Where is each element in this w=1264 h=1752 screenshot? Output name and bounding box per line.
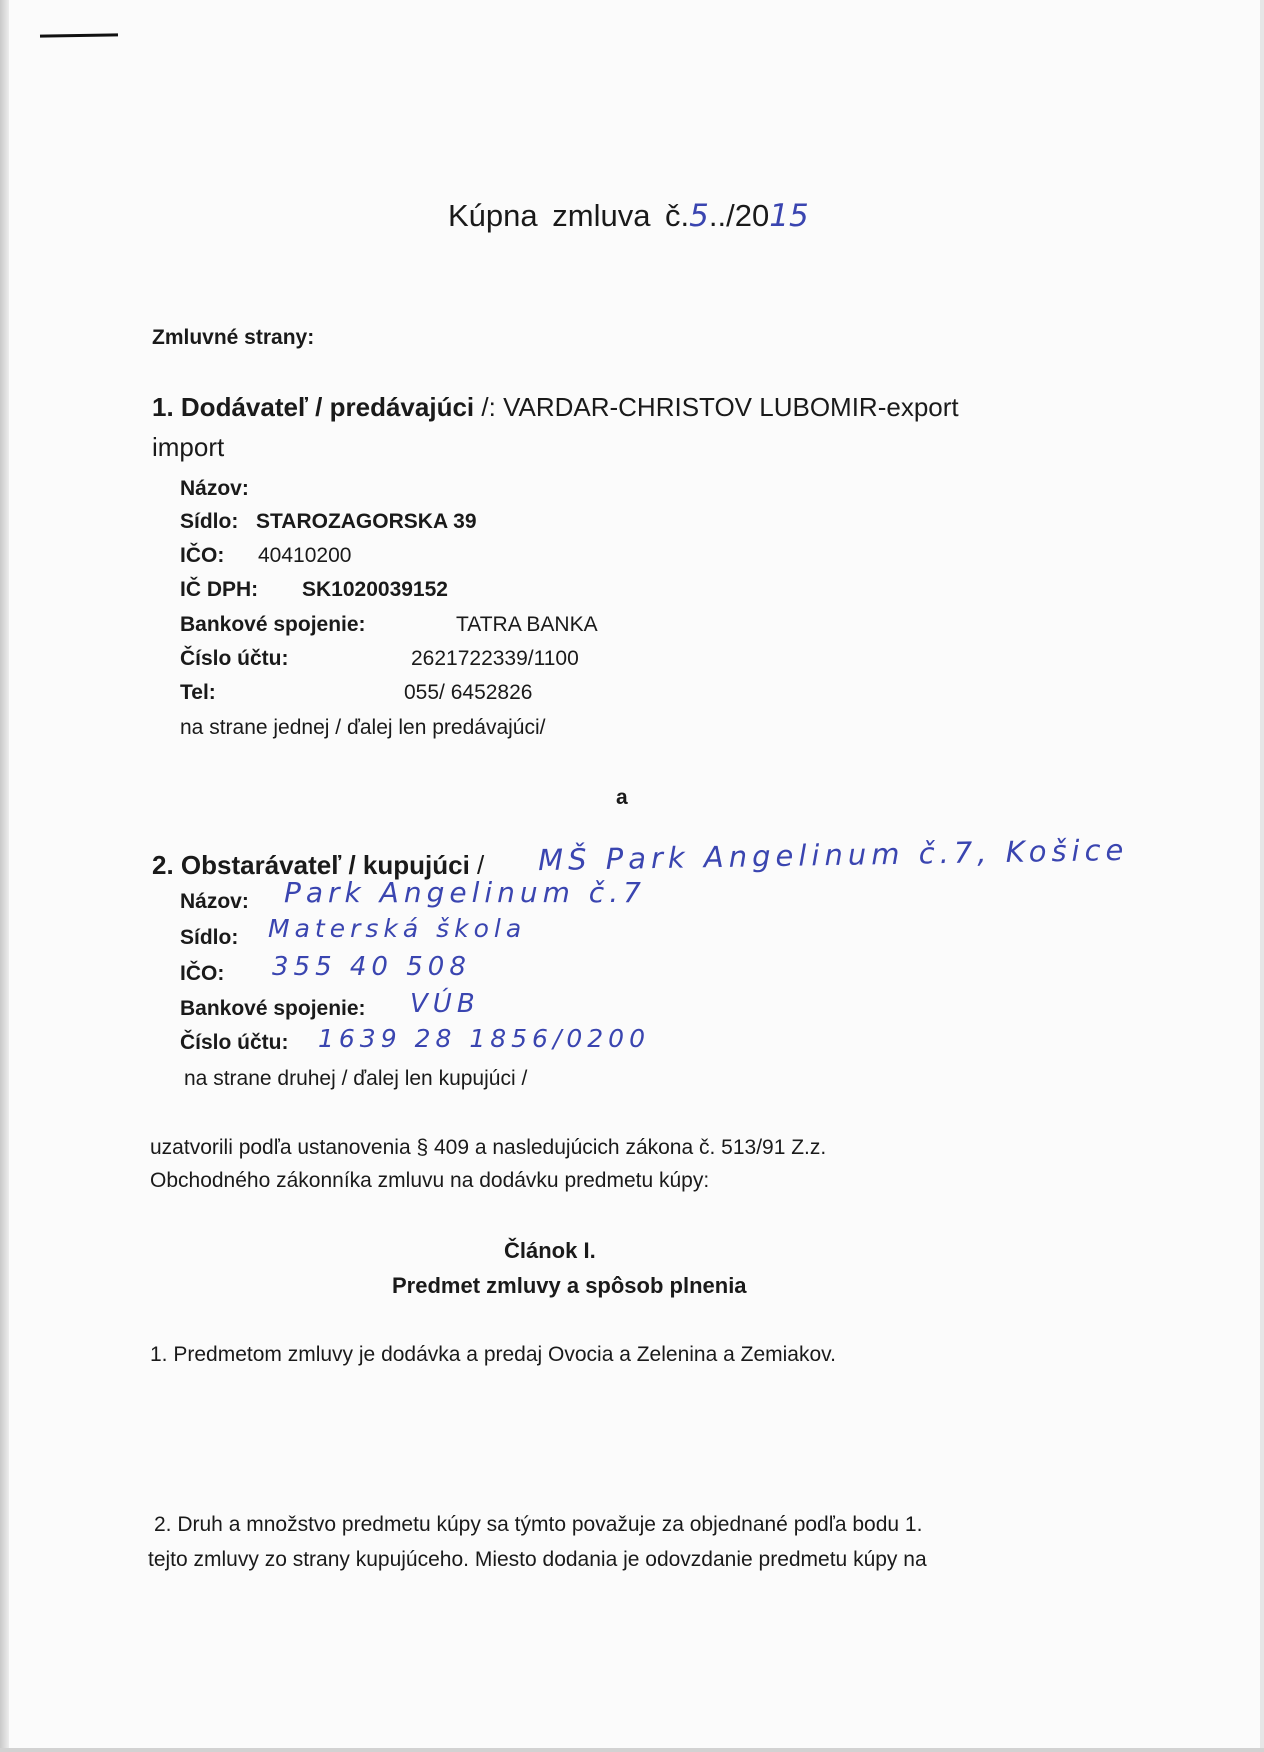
handwritten-contract-number: 5: [689, 198, 709, 234]
party2-sidlo-handwritten: Materská škola: [268, 914, 527, 943]
party1-nazov-label: Názov:: [180, 477, 249, 500]
party1-bank-label: Bankové spojenie:: [180, 613, 366, 636]
party2-nazov-label: Názov:: [180, 890, 249, 913]
party1-separator: /:: [474, 392, 504, 422]
title-prefix: Kúpna zmluva č.: [448, 198, 690, 233]
party1-heading-line: [152, 392, 959, 423]
party2-closing: na strane druhej / ďalej len kupujúci /: [184, 1067, 528, 1090]
scan-edge: [0, 1748, 1264, 1752]
party2-heading: 2. Obstarávateľ / kupujúci: [152, 850, 470, 880]
party1-account-label: Číslo účtu:: [180, 647, 289, 670]
party1-name: VARDAR-CHRISTOV LUBOMIR-export: [503, 392, 959, 422]
intro-line-2: Obchodného zákonníka zmluvu na dodávku predmetu kúpy:: [150, 1169, 710, 1192]
party2-bank-handwritten: VÚB: [410, 989, 480, 1019]
handwritten-year: 15: [769, 198, 809, 234]
intro-line-1: uzatvorili podľa ustanovenia § 409 a nasledujúcich zákona č. 513/91 Z.z.: [150, 1136, 827, 1159]
party2-bank-label: Bankové spojenie:: [180, 997, 366, 1020]
party2-account-label: Číslo účtu:: [180, 1031, 289, 1054]
pen-mark: [40, 33, 118, 37]
party1-icdph-value: SK1020039152: [302, 578, 448, 601]
party2-ico-handwritten: 355 40 508: [272, 952, 471, 982]
party1-icdph-label: IČ DPH:: [180, 578, 259, 601]
party2-sidlo-label: Sídlo:: [180, 926, 239, 949]
party1-ico-value: 40410200: [258, 544, 352, 567]
party1-sidlo-value: STAROZAGORSKA 39: [256, 510, 477, 533]
party1-name-cont: import: [152, 432, 225, 462]
article-point-1: 1. Predmetom zmluvy je dodávka a predaj Ovocia a Zelenina a Zemiakov.: [150, 1343, 836, 1366]
party1-ico-label: IČO:: [180, 544, 225, 567]
scan-edge: [1260, 0, 1264, 1752]
title-dots: ..: [708, 198, 727, 233]
and-word: a: [616, 786, 628, 809]
article-point-2-line-2: tejto zmluvy zo strany kupujúceho. Miesto dodania je odovzdanie predmetu kúpy na: [148, 1548, 927, 1571]
party1-heading: 1. Dodávateľ / predávajúci: [152, 392, 475, 422]
party2-separator: /: [469, 850, 485, 880]
party1-account-value: 2621722339/1100: [411, 647, 579, 670]
article-point-2-line-1: 2. Druh a množstvo predmetu kúpy sa týmto považuje za objednané podľa bodu 1.: [154, 1513, 923, 1536]
title-year-prefix: /20: [726, 198, 770, 233]
party2-nazov-handwritten: Park Angelinum č.7: [284, 876, 646, 909]
party1-tel-value: 055/ 6452826: [404, 681, 533, 704]
party1-bank-value: TATRA BANKA: [456, 613, 598, 636]
party1-sidlo-label: Sídlo:: [180, 510, 239, 533]
article-subheading: Predmet zmluvy a spôsob plnenia: [392, 1273, 747, 1298]
party2-account-handwritten: 1639 28 1856/0200: [318, 1024, 650, 1053]
party2-ico-label: IČO:: [180, 962, 225, 985]
scan-edge: [0, 0, 9, 1752]
party1-tel-label: Tel:: [180, 681, 216, 704]
article-heading: Článok I.: [504, 1238, 596, 1263]
party1-closing: na strane jednej / ďalej len predávajúci/: [180, 716, 546, 739]
parties-heading: Zmluvné strany:: [152, 326, 315, 349]
document-title: [448, 198, 809, 234]
party2-name-handwritten: MŠ Park Angelinum č.7, Košice: [537, 832, 1129, 878]
